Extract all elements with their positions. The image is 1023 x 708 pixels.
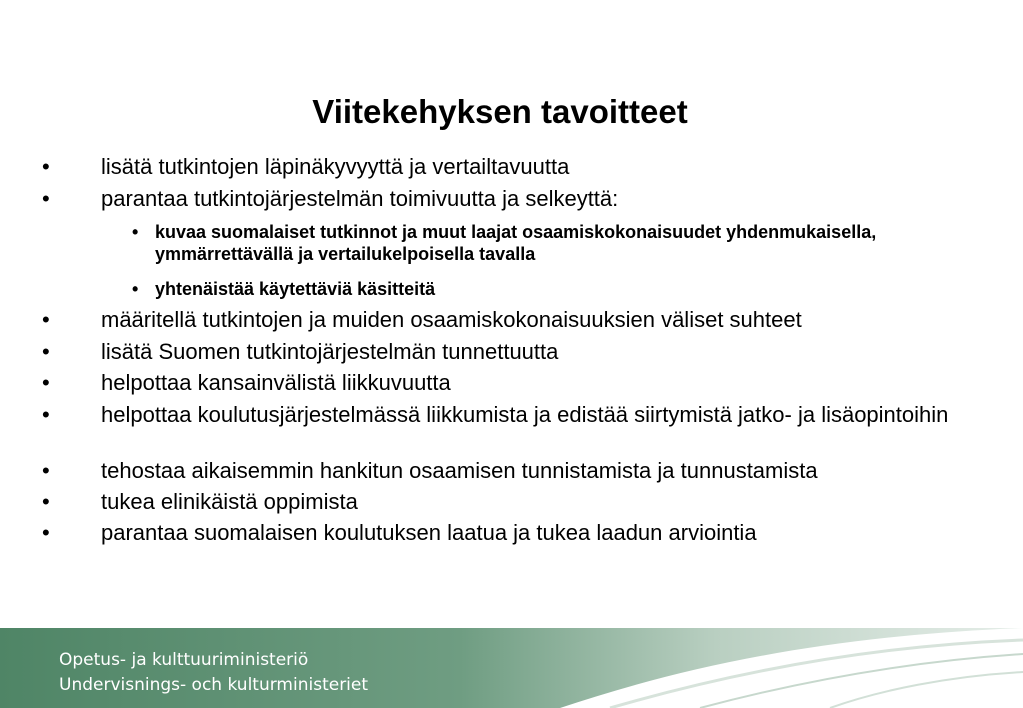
bullet-marker: • xyxy=(42,186,50,211)
sub-bullet-text: kuvaa suomalaiset tutkinnot ja muut laajat osaamiskokonaisuudet yhdenmukaisella, ymmärrettävällä ja vertailukelpoisella tavalla xyxy=(155,222,877,264)
bullet-marker: • xyxy=(42,520,50,545)
bullet-text: helpottaa kansainvälistä liikkuvuutta xyxy=(101,370,451,395)
bullet-marker: • xyxy=(42,307,50,332)
bullet-text: helpottaa koulutusjärjestelmässä liikkumista ja edistää siirtymistä jatko- ja lisäopintoihin xyxy=(101,402,949,427)
bullet-marker: • xyxy=(42,489,50,514)
sub-bullet-text: yhtenäistää käytettäviä käsitteitä xyxy=(155,279,436,299)
bullet-text: määritellä tutkintojen ja muiden osaamiskokonaisuuksien väliset suhteet xyxy=(101,307,802,332)
bullet-text: tukea elinikäistä oppimista xyxy=(101,489,358,514)
bullet-text: lisätä tutkintojen läpinäkyvyyttä ja vertailtavuutta xyxy=(101,154,570,179)
sub-bullet-marker: • xyxy=(132,222,139,242)
org-name-swedish: Undervisnings- och kulturministeriet xyxy=(59,675,369,695)
footer-banner xyxy=(0,628,1023,708)
bullet-marker: • xyxy=(42,458,50,483)
bullet-marker: • xyxy=(42,370,50,395)
org-name-finnish: Opetus- ja kulttuuriministeriö xyxy=(59,650,309,670)
slide-title: Viitekehyksen tavoitteet xyxy=(312,93,688,130)
bullet-text: parantaa suomalaisen koulutuksen laatua ja tukea laadun arviointia xyxy=(101,520,757,545)
sub-bullet-marker: • xyxy=(132,279,139,299)
bullet-text: parantaa tutkintojärjestelmän toimivuutta ja selkeyttä: xyxy=(101,186,619,211)
bullet-marker: • xyxy=(42,402,50,427)
bullet-marker: • xyxy=(42,339,50,364)
bullet-marker: • xyxy=(42,154,50,179)
bullet-text: lisätä Suomen tutkintojärjestelmän tunnettuutta xyxy=(101,339,559,364)
bullet-text: tehostaa aikaisemmin hankitun osaamisen tunnistamista ja tunnustamista xyxy=(101,458,818,483)
